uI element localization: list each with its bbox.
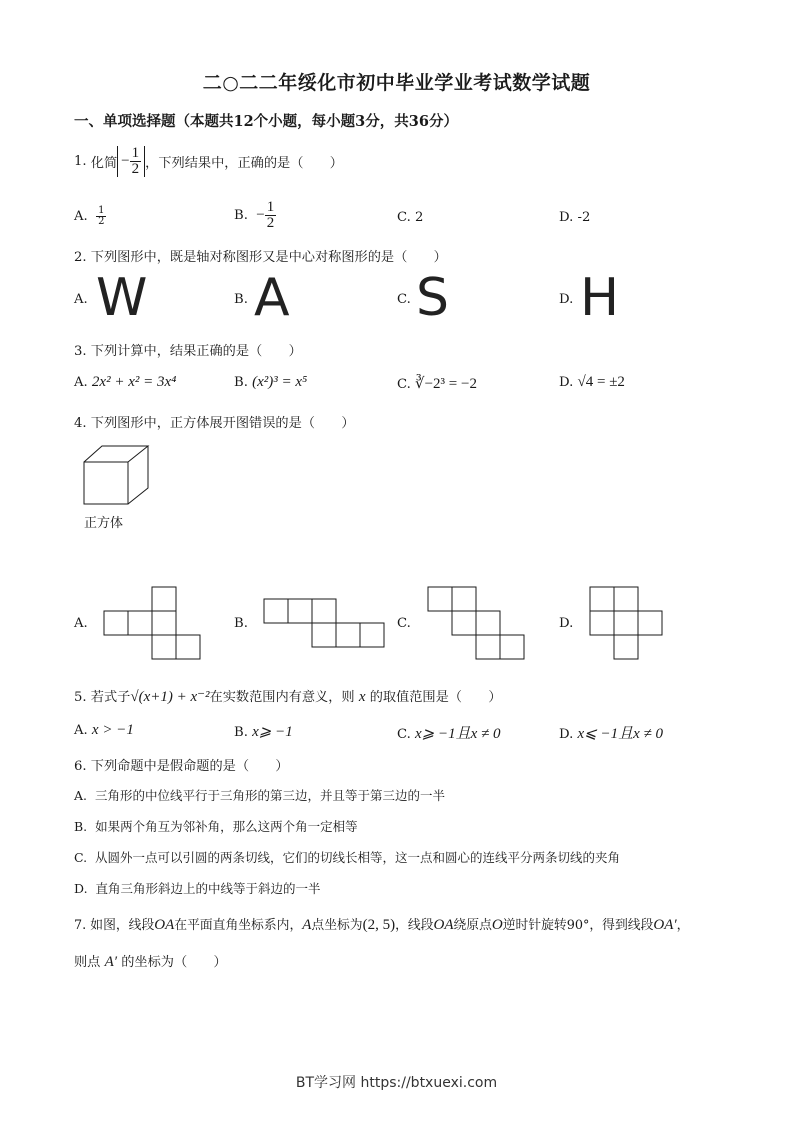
option-c[interactable]: C. x⩾ −1且x ≠ 0 bbox=[397, 726, 501, 742]
option-d[interactable]: D. x⩽ −1且x ≠ 0 bbox=[559, 726, 663, 742]
net-a-figure bbox=[102, 586, 202, 662]
question-7: 7. 如图，线段OA在平面直角坐标系内，A点坐标为(2, 5)，线段OA绕原点O逆时针旋转90°，得到线段OA′， bbox=[74, 917, 690, 933]
option-b[interactable]: B. 如果两个角互为邻补角，那么这两个角一定相等 bbox=[74, 819, 358, 834]
option-b[interactable]: B. x⩾ −1 bbox=[234, 724, 293, 740]
net-d-figure bbox=[588, 586, 664, 662]
option-a[interactable]: A. 2x² + x² = 3x⁴ bbox=[74, 374, 177, 390]
option-c[interactable]: C. ∛−2³ = −2 bbox=[397, 376, 477, 392]
absolute-value-expression: − $\frac{1}{2}$ bbox=[117, 146, 145, 177]
letter-h-figure: H bbox=[580, 268, 620, 328]
footer-watermark[interactable]: BT学习网 https://btxuexi.com bbox=[295, 1075, 498, 1091]
net-b-figure bbox=[262, 598, 386, 650]
question-7-line-2: 则点 A′ 的坐标为（ ） bbox=[74, 954, 227, 970]
question-5: 5. 若式子√(x+1) + x⁻²在实数范围内有意义，则 x 的取值范围是（ ） bbox=[74, 689, 502, 705]
option-d[interactable]: D. √4 = ±2 bbox=[559, 374, 625, 390]
question-4: 4. 下列图形中，正方体展开图错误的是（ ） bbox=[74, 416, 355, 431]
option-d[interactable]: D. bbox=[559, 616, 574, 631]
option-a[interactable]: A. x > −1 bbox=[74, 722, 134, 738]
option-a[interactable]: A. $\frac{1}{2}$ bbox=[74, 205, 105, 227]
question-number: 1. bbox=[74, 154, 87, 169]
question-text: 化简 bbox=[90, 156, 118, 171]
option-c[interactable]: C. bbox=[397, 616, 411, 631]
option-c[interactable]: C. 2 bbox=[397, 210, 424, 225]
question-1 bbox=[74, 146, 343, 177]
option-a[interactable]: A. bbox=[74, 616, 88, 631]
option-d[interactable]: D. bbox=[559, 292, 574, 307]
option-a[interactable]: A. bbox=[74, 292, 88, 307]
letter-w-figure: W bbox=[96, 268, 148, 328]
section-heading: 一、单项选择题（本题共12个小题，每小题3分，共36分） bbox=[74, 113, 458, 130]
question-2: 2. 下列图形中，既是轴对称图形又是中心对称图形的是（ ） bbox=[74, 250, 447, 265]
page-title: 二○二二年绥化市初中毕业学业考试数学试题 bbox=[202, 72, 591, 94]
question-3: 3. 下列计算中，结果正确的是（ ） bbox=[74, 344, 302, 359]
option-d[interactable]: D. 直角三角形斜边上的中线等于斜边的一半 bbox=[74, 881, 321, 896]
question-6: 6. 下列命题中是假命题的是（ ） bbox=[74, 759, 289, 774]
letter-s-figure: S bbox=[416, 268, 450, 328]
option-b[interactable]: B. (x²)³ = x⁵ bbox=[234, 374, 308, 390]
net-c-figure bbox=[426, 586, 526, 662]
cube-caption: 正方体 bbox=[84, 516, 124, 531]
question-text: ，下列结果中，正确的是（ ） bbox=[145, 156, 343, 171]
option-b[interactable]: B. bbox=[234, 616, 248, 631]
cube-figure bbox=[80, 444, 154, 508]
option-b[interactable]: B. bbox=[234, 292, 248, 307]
option-a[interactable]: A. 三角形的中位线平行于三角形的第三边，并且等于第三边的一半 bbox=[74, 788, 445, 803]
option-d[interactable]: D. -2 bbox=[559, 210, 591, 225]
letter-a-figure: A bbox=[254, 268, 290, 328]
option-c[interactable]: C. bbox=[397, 292, 411, 307]
option-b[interactable]: B. − $\frac{1}{2}$ bbox=[234, 199, 275, 231]
option-c[interactable]: C. 从圆外一点可以引圆的两条切线，它们的切线长相等，这一点和圆心的连线平分两条切线的夹角 bbox=[74, 850, 621, 865]
